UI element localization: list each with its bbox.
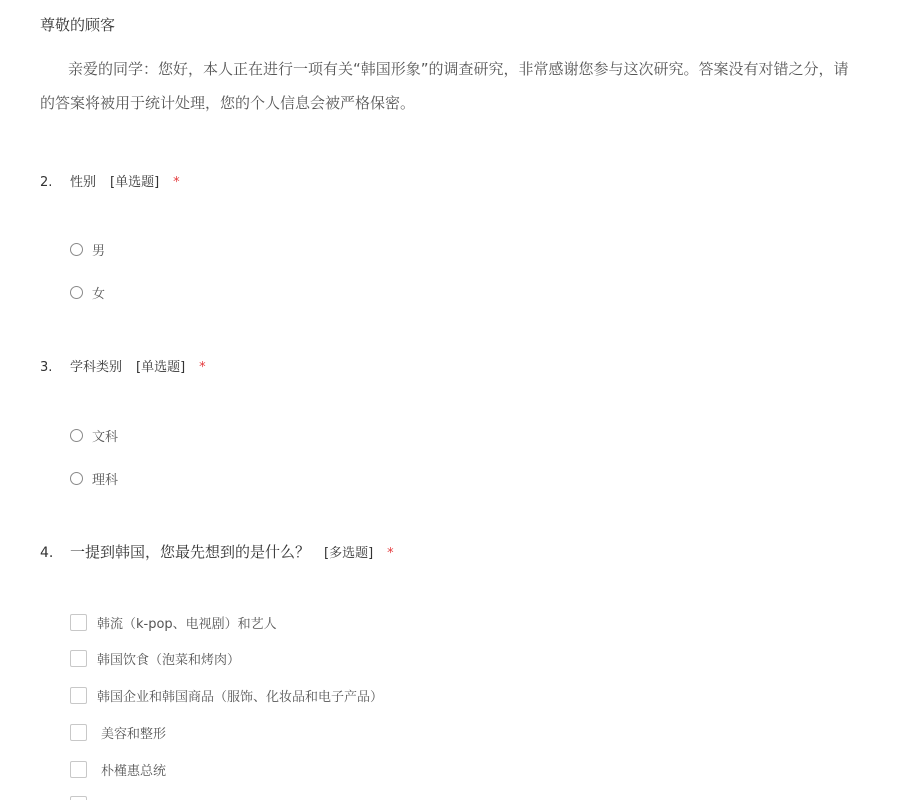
option-label: 文科 bbox=[92, 430, 119, 445]
checkbox-option-food[interactable] bbox=[70, 649, 240, 668]
radio-button[interactable] bbox=[70, 286, 83, 299]
question-type: [单选题] bbox=[110, 175, 160, 190]
checkbox-option-hallyu[interactable] bbox=[70, 613, 277, 632]
checkbox-option-beauty[interactable] bbox=[70, 723, 166, 742]
question-title: 性别 bbox=[70, 175, 97, 190]
required-marker: * bbox=[387, 546, 394, 561]
radio-option-science[interactable] bbox=[70, 469, 118, 488]
checkbox-option-president[interactable] bbox=[70, 760, 166, 779]
option-label: 韩国企业和韩国商品（服饰、化妆品和电子产品） bbox=[97, 690, 384, 705]
radio-option-liberal-arts[interactable] bbox=[70, 426, 118, 445]
option-label: 韩流（k-pop、电视剧）和艺人 bbox=[97, 617, 277, 632]
checkbox[interactable] bbox=[70, 724, 87, 741]
option-label: 韩国饮食（泡菜和烤肉） bbox=[97, 653, 241, 668]
intro-paragraph bbox=[40, 52, 900, 120]
option-label: 男 bbox=[92, 244, 106, 259]
question-korea-impression bbox=[40, 541, 394, 562]
question-number: 4. bbox=[40, 545, 54, 561]
checkbox[interactable] bbox=[70, 687, 87, 704]
question-type: [单选题] bbox=[136, 360, 186, 375]
checkbox[interactable] bbox=[70, 614, 87, 631]
checkbox[interactable] bbox=[70, 796, 87, 800]
question-title: 学科类别 bbox=[70, 360, 123, 375]
radio-button[interactable] bbox=[70, 429, 83, 442]
greeting-text: 尊敬的顾客 bbox=[40, 16, 116, 34]
question-number: 3. bbox=[40, 360, 53, 375]
question-number: 2. bbox=[40, 175, 53, 190]
option-label: 朴槿惠总统 bbox=[101, 764, 167, 779]
option-label: 女 bbox=[92, 287, 106, 302]
question-gender bbox=[40, 171, 180, 190]
radio-button[interactable] bbox=[70, 472, 83, 485]
question-title: 一提到韩国，您最先想到的是什么？ bbox=[70, 543, 311, 561]
intro-line-2: 的答案将被用于统计处理，您的个人信息会被严格保密。 bbox=[40, 94, 416, 112]
intro-line-1: 亲爱的同学：您好，本人正在进行一项有关“韩国形象”的调查研究，非常感谢您参与这次研究。答案没有对错之分，请 bbox=[68, 60, 849, 78]
radio-button[interactable] bbox=[70, 243, 83, 256]
option-label: 美容和整形 bbox=[101, 727, 167, 742]
radio-option-male[interactable] bbox=[70, 240, 105, 259]
option-label: 理科 bbox=[92, 473, 119, 488]
radio-option-female[interactable] bbox=[70, 283, 105, 302]
question-type: [多选题] bbox=[324, 546, 374, 561]
checkbox[interactable] bbox=[70, 761, 87, 778]
required-marker: * bbox=[173, 175, 180, 190]
checkbox[interactable] bbox=[70, 650, 87, 667]
required-marker: * bbox=[199, 360, 206, 375]
question-discipline bbox=[40, 356, 206, 375]
checkbox-option-products[interactable] bbox=[70, 686, 383, 705]
checkbox-option-partial[interactable] bbox=[70, 796, 97, 800]
